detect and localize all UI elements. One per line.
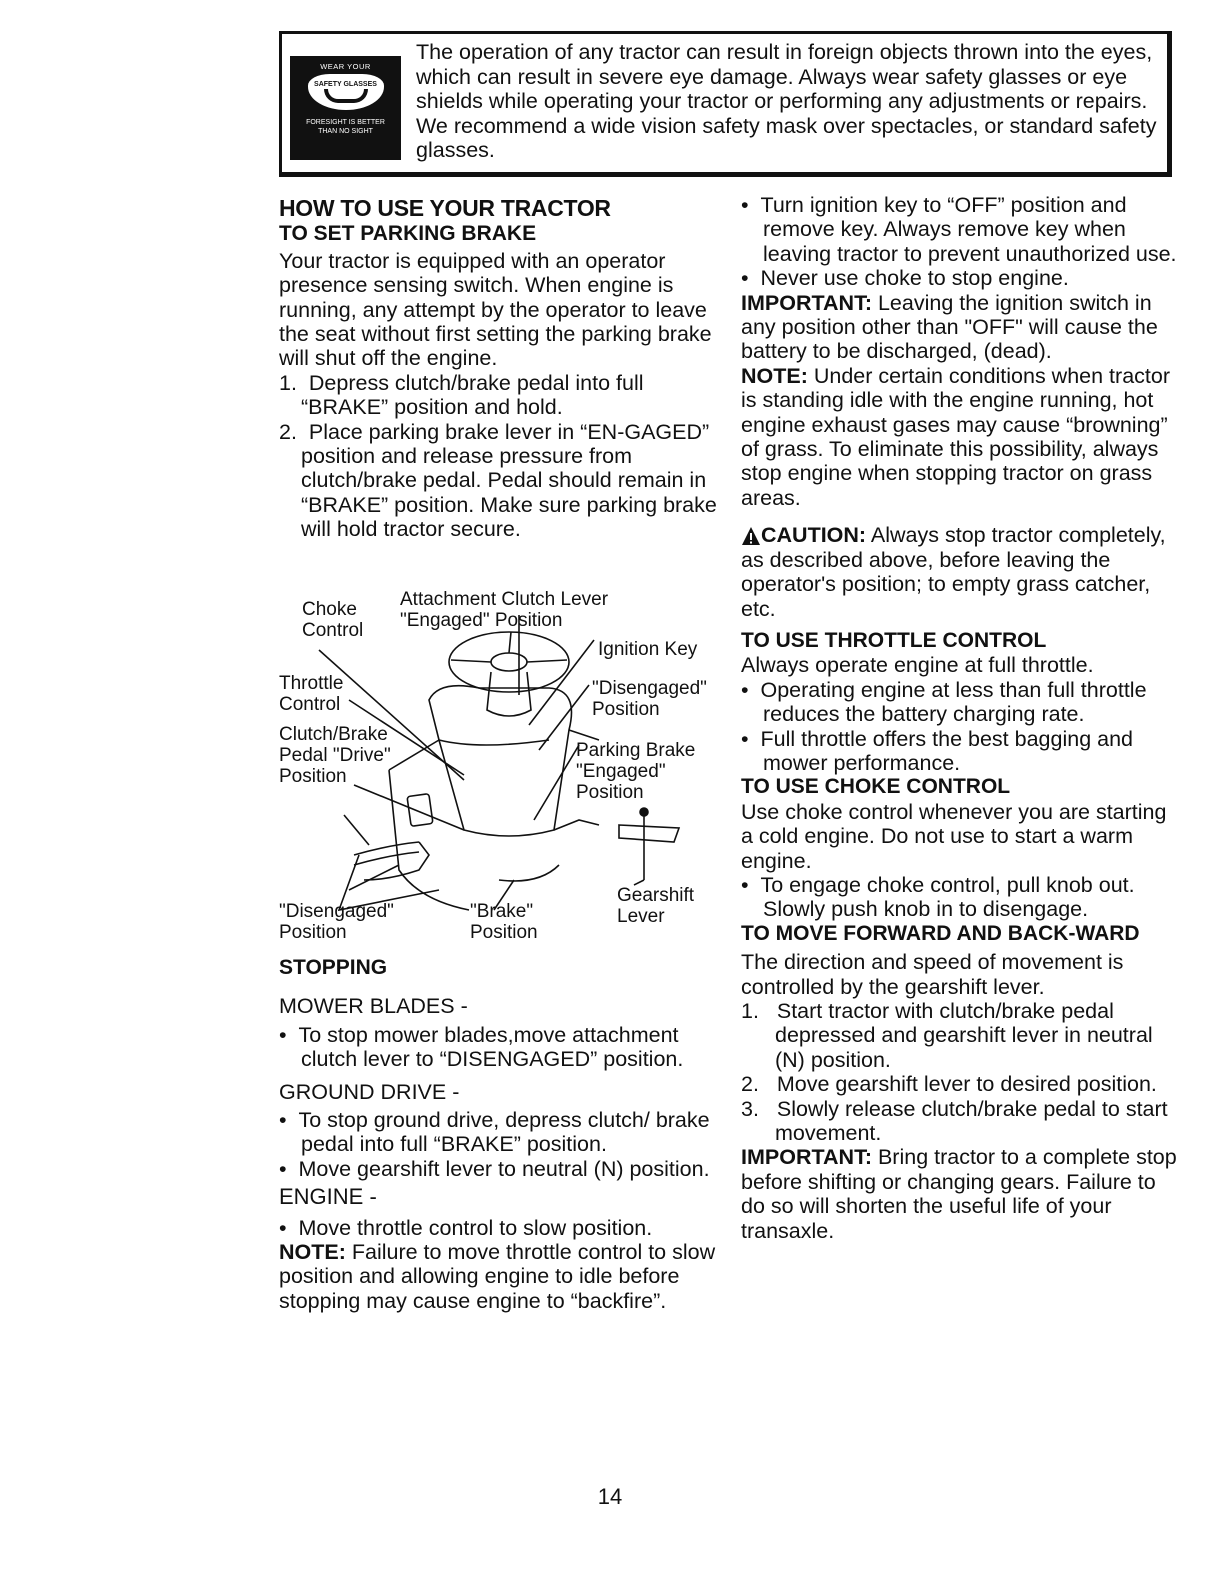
label-choke-control	[302, 599, 363, 641]
mower-blades-heading: MOWER BLADES -	[279, 994, 468, 1019]
label-clutch-brake-pedal	[279, 724, 391, 787]
safety-glasses-badge	[290, 56, 401, 160]
gear-line-2: Lever	[617, 906, 665, 927]
parking-line-3: Position	[576, 782, 644, 803]
parking-line-1: Parking Brake	[576, 740, 696, 761]
brake-line-2: Position	[470, 922, 538, 943]
move-3-text: Slowly release clutch/brake pedal to start movement.	[775, 1096, 1168, 1146]
parking-brake-heading: TO SET PARKING BRAKE	[279, 222, 537, 246]
important-1-label: IMPORTANT:	[741, 290, 872, 315]
parking-step-1	[279, 371, 719, 420]
throttle-bullet-1: • Operating engine at less than full throttle reduces the battery charging rate.	[741, 677, 1147, 727]
step-2-number: 2.	[279, 419, 297, 444]
throttle-heading: TO USE THROTTLE CONTROL	[741, 628, 1047, 652]
warning-text: The operation of any tractor can result in foreign objects thrown into the eyes, which can result in severe eye damage. Always wear safety glasses or eye shields while operating your tractor or performing any adjustments or repairs. We recommend a wide vision safety mask over spectacles, or standard safety glasses.	[416, 40, 1157, 162]
badge-top-text: WEAR YOUR	[320, 62, 371, 71]
safety-glasses-icon	[308, 74, 384, 110]
page-title: HOW TO USE YOUR TRACTOR	[279, 195, 611, 221]
throttle-line-2: Control	[279, 694, 341, 715]
right-note-label: NOTE:	[741, 363, 808, 388]
throttle-line-1: Throttle	[279, 673, 344, 694]
throttle-bullet-2: • Full throttle offers the best bagging and mower performance.	[741, 726, 1133, 775]
move-2-number: 2.	[741, 1072, 759, 1097]
step-1-number: 1.	[279, 370, 297, 395]
label-parking-brake	[576, 740, 695, 803]
label-gearshift-lever	[617, 885, 694, 927]
important-transaxle	[741, 1145, 1181, 1243]
move-3-number: 3.	[741, 1096, 759, 1121]
move-step-2	[741, 1072, 1181, 1096]
engine-note-label: NOTE:	[279, 1240, 346, 1265]
ground-bullet-2-text: Move gearshift lever to neutral (N) position.	[298, 1156, 710, 1181]
move-step-3	[741, 1097, 1181, 1146]
engine-bullet: • Move throttle control to slow position.	[279, 1215, 653, 1240]
step-2-text: Place parking brake lever in “EN-GAGED” position and release pressure from clutch/brake pedal. Pedal should remain in “BRAKE” position. Make sure parking brake will hold tractor secure.	[301, 419, 717, 542]
caution-warning-icon	[741, 526, 761, 546]
stopping-heading: STOPPING	[279, 956, 388, 979]
right-column	[741, 193, 1181, 1243]
throttle-bullet-1-text: Operating engine at less than full throttle reduces the battery charging rate.	[760, 677, 1147, 727]
diseng-line-2: Position	[592, 699, 660, 720]
label-brake-position	[470, 901, 538, 943]
engine-note-text: Failure to move throttle control to slow position and allowing engine to idle before stopping may cause engine to “backfire”.	[279, 1240, 716, 1313]
label-bottom-disengaged	[279, 901, 394, 943]
move-step-1	[741, 999, 1181, 1072]
steering-wheel-shape	[449, 632, 569, 692]
important-battery	[741, 291, 1181, 364]
label-ignition-key: Ignition Key	[598, 639, 698, 660]
browning-note	[741, 364, 1181, 510]
move-1-number: 1.	[741, 999, 759, 1023]
choke-line-2: Control	[302, 620, 364, 641]
ground-bullet-1: • To stop ground drive, depress clutch/ brake pedal into full “BRAKE” position.	[279, 1108, 710, 1157]
page-number: 14	[597, 1484, 623, 1509]
parking-line-2: "Engaged"	[576, 761, 666, 782]
caution-text: Always stop tractor completely, as described above, before leaving the operator's position; to empty grass catcher, etc.	[741, 523, 1166, 621]
diseng-line-1: "Disengaged"	[592, 678, 707, 699]
key-bullet: • Turn ignition key to “OFF” position and remove key. Always remove key when leaving tractor to prevent unauthorized use.	[741, 193, 1177, 266]
choke-heading: TO USE CHOKE CONTROL	[741, 775, 1011, 799]
engine-bullet-text: Move throttle control to slow position.	[298, 1215, 653, 1240]
move-text: The direction and speed of movement is controlled by the gearshift lever.	[741, 950, 1124, 999]
throttle-text: Always operate engine at full throttle.	[741, 653, 1094, 678]
important-1-text: Leaving the ignition switch in any position other than "OFF" will cause the battery to be discharged, (dead).	[741, 290, 1158, 364]
gear-line-1: Gearshift	[617, 885, 695, 906]
engine-heading: ENGINE -	[279, 1184, 377, 1210]
choke-bullet-text: To engage choke control, pull knob out. Slowly push knob in to disengage.	[760, 872, 1135, 922]
choke-text: Use choke control whenever you are starting a cold engine. Do not use to start a warm engine.	[741, 799, 1167, 873]
step-1-text: Depress clutch/brake pedal into full “BRAKE” position and hold.	[301, 370, 644, 420]
clutch-line-3: Position	[279, 766, 347, 787]
clutch-line-1: Clutch/Brake	[279, 724, 388, 745]
choke-line-1: Choke	[302, 599, 357, 620]
mower-bullet-text: To stop mower blades,move attachment clutch lever to “DISENGAGED” position.	[298, 1022, 684, 1072]
label-attachment-clutch	[400, 589, 608, 631]
ground-bullet-2: • Move gearshift lever to neutral (N) position.	[279, 1156, 710, 1181]
attach-line-2: "Engaged" Position	[400, 610, 563, 631]
left-column-bottom	[279, 956, 719, 1313]
brake-line-1: "Brake"	[470, 901, 534, 922]
important-2-text: Bring tractor to a complete stop before shifting or changing gears. Failure to do so will shorten the useful life of your transaxle.	[741, 1145, 1177, 1243]
ground-bullet-1-text: To stop ground drive, depress clutch/ brake pedal into full “BRAKE” position.	[298, 1108, 710, 1157]
throttle-bullet-2-text: Full throttle offers the best bagging and mower performance.	[760, 726, 1133, 775]
caution-label: CAUTION:	[761, 523, 867, 548]
move-1-text: Start tractor with clutch/brake pedal depressed and gearshift lever in neutral (N) position.	[775, 999, 1153, 1072]
parking-intro: Your tractor is equipped with an operator presence sensing switch. When engine is running, any attempt by the operator to leave the seat without first setting the parking brake will shut off the engine.	[279, 248, 712, 371]
move-heading: TO MOVE FORWARD AND BACK-WARD	[741, 921, 1140, 945]
badge-bottom-text-1: FORESIGHT IS BETTER	[306, 119, 385, 126]
choke-bullet: • To engage choke control, pull knob out. Slowly push knob in to disengage.	[741, 872, 1135, 922]
badge-bottom-text-2: THAN NO SIGHT	[318, 128, 373, 135]
parking-step-2	[279, 420, 719, 542]
choke-stop-bullet: • Never use choke to stop engine.	[741, 266, 1069, 291]
right-note-text: Under certain conditions when tractor is standing idle with the engine running, hot engine exhaust gases may cause “browning” of grass. To eliminate this possibility, always stop engine when stopping tractor on grass areas.	[741, 363, 1170, 510]
label-disengaged-position	[592, 678, 707, 720]
mower-bullet: • To stop mower blades,move attachment clutch lever to “DISENGAGED” position.	[279, 1022, 684, 1072]
caution-paragraph	[741, 523, 1181, 621]
label-throttle-control	[279, 673, 343, 715]
bottom-diseng-line-2: Position	[279, 922, 347, 943]
left-column-top	[279, 196, 719, 542]
engine-note	[279, 1240, 719, 1313]
choke-stop-bullet-text: Never use choke to stop engine.	[760, 266, 1069, 291]
badge-mid-text: SAFETY GLASSES	[314, 81, 377, 88]
clutch-line-2: Pedal "Drive"	[279, 745, 391, 766]
important-2-label: IMPORTANT:	[741, 1145, 872, 1170]
attach-line-1: Attachment Clutch Lever	[400, 589, 609, 610]
bottom-diseng-line-1: "Disengaged"	[279, 901, 394, 922]
key-bullet-text: Turn ignition key to “OFF” position and remove key. Always remove key when leaving tractor to prevent unauthorized use.	[760, 193, 1177, 266]
ground-drive-heading: GROUND DRIVE -	[279, 1079, 460, 1104]
move-2-text: Move gearshift lever to desired position.	[776, 1072, 1157, 1097]
